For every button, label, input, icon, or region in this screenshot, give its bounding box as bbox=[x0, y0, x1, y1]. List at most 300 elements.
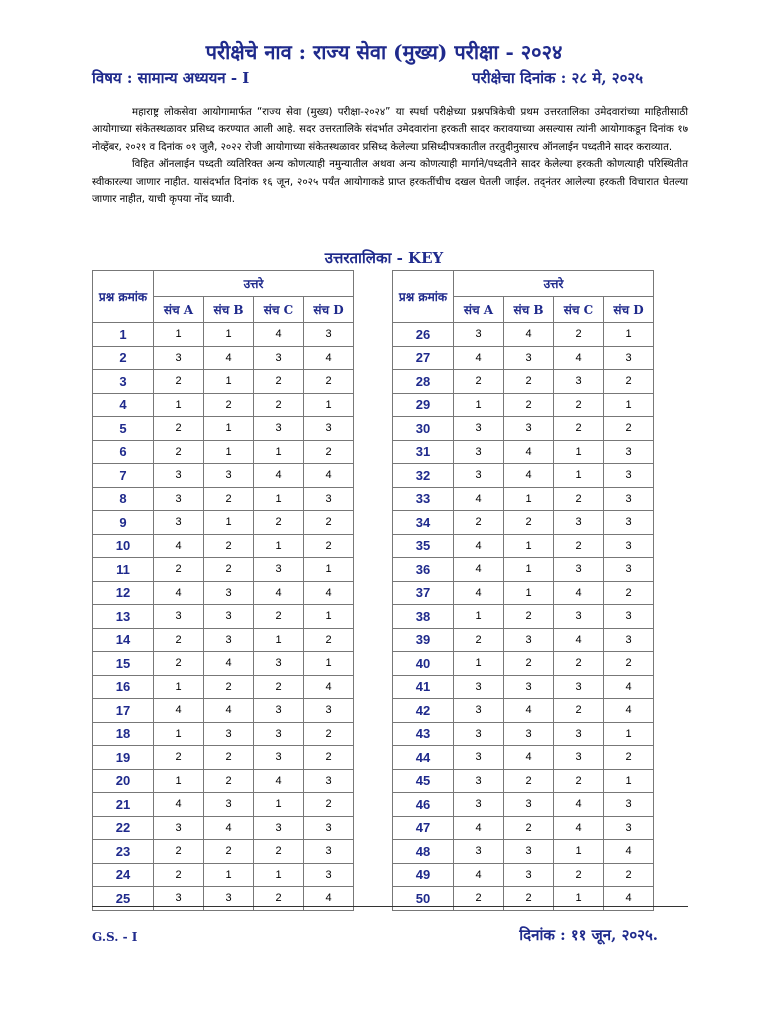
answer-cell: 2 bbox=[204, 746, 254, 770]
answer-cell: 1 bbox=[154, 722, 204, 746]
answer-cell: 2 bbox=[254, 675, 304, 699]
answer-cell: 2 bbox=[604, 746, 654, 770]
table-row bbox=[93, 346, 354, 370]
answer-cell: 4 bbox=[454, 346, 504, 370]
answer-cell: 2 bbox=[154, 558, 204, 582]
answer-cell: 3 bbox=[604, 605, 654, 629]
answer-cell: 1 bbox=[154, 769, 204, 793]
answer-cell: 2 bbox=[504, 605, 554, 629]
question-number: 29 bbox=[393, 393, 454, 417]
answer-cell: 2 bbox=[254, 605, 304, 629]
question-number: 24 bbox=[93, 863, 154, 887]
answer-cell: 3 bbox=[504, 840, 554, 864]
table-row bbox=[93, 863, 354, 887]
answer-table-right bbox=[392, 270, 654, 911]
table-row bbox=[93, 769, 354, 793]
answer-cell: 3 bbox=[504, 675, 554, 699]
answer-cell: 1 bbox=[254, 793, 304, 817]
table-row bbox=[93, 511, 354, 535]
answer-cell: 3 bbox=[604, 628, 654, 652]
answer-cell: 2 bbox=[304, 370, 354, 394]
question-number: 25 bbox=[93, 887, 154, 911]
answer-cell: 1 bbox=[304, 393, 354, 417]
table-row bbox=[393, 440, 654, 464]
answer-cell: 4 bbox=[254, 581, 304, 605]
answer-cell: 3 bbox=[604, 558, 654, 582]
answer-cell: 4 bbox=[154, 699, 204, 723]
question-number: 16 bbox=[93, 675, 154, 699]
answer-cell: 4 bbox=[604, 887, 654, 911]
answer-cell: 2 bbox=[504, 511, 554, 535]
answer-cell: 2 bbox=[554, 393, 604, 417]
answer-cell: 1 bbox=[204, 370, 254, 394]
set-header: संच D bbox=[604, 297, 654, 323]
answer-cell: 2 bbox=[604, 370, 654, 394]
answer-cell: 4 bbox=[504, 746, 554, 770]
answer-cell: 4 bbox=[304, 887, 354, 911]
answer-cell: 1 bbox=[304, 605, 354, 629]
answer-cell: 3 bbox=[604, 793, 654, 817]
answer-cell: 4 bbox=[504, 440, 554, 464]
answer-cell: 2 bbox=[204, 487, 254, 511]
answer-cell: 1 bbox=[554, 464, 604, 488]
answer-cell: 2 bbox=[204, 534, 254, 558]
answer-cell: 3 bbox=[154, 511, 204, 535]
answer-cell: 4 bbox=[304, 464, 354, 488]
answer-cell: 1 bbox=[504, 487, 554, 511]
table-row bbox=[393, 793, 654, 817]
answer-cell: 2 bbox=[454, 370, 504, 394]
answer-cell: 2 bbox=[154, 628, 204, 652]
answer-cell: 3 bbox=[204, 581, 254, 605]
question-number: 19 bbox=[93, 746, 154, 770]
question-number: 44 bbox=[393, 746, 454, 770]
answer-cell: 2 bbox=[504, 393, 554, 417]
answer-cell: 3 bbox=[154, 816, 204, 840]
question-number: 26 bbox=[393, 323, 454, 347]
answer-cell: 3 bbox=[154, 887, 204, 911]
answer-cell: 2 bbox=[504, 816, 554, 840]
set-header: संच B bbox=[204, 297, 254, 323]
answer-cell: 1 bbox=[254, 487, 304, 511]
question-number: 35 bbox=[393, 534, 454, 558]
answer-cell: 3 bbox=[604, 346, 654, 370]
table-row bbox=[393, 370, 654, 394]
table-row bbox=[393, 464, 654, 488]
question-number: 49 bbox=[393, 863, 454, 887]
answer-cell: 2 bbox=[154, 652, 204, 676]
answer-cell: 3 bbox=[304, 840, 354, 864]
answer-cell: 2 bbox=[204, 558, 254, 582]
answer-cell: 2 bbox=[554, 487, 604, 511]
answer-cell: 3 bbox=[304, 863, 354, 887]
question-number: 45 bbox=[393, 769, 454, 793]
answer-cell: 3 bbox=[304, 816, 354, 840]
answer-cell: 3 bbox=[554, 746, 604, 770]
table-row bbox=[393, 558, 654, 582]
question-number: 48 bbox=[393, 840, 454, 864]
answer-cell: 4 bbox=[154, 534, 204, 558]
question-number: 33 bbox=[393, 487, 454, 511]
question-number: 15 bbox=[93, 652, 154, 676]
answer-cell: 4 bbox=[554, 628, 604, 652]
answer-cell: 3 bbox=[554, 722, 604, 746]
table-row bbox=[93, 840, 354, 864]
answer-cell: 4 bbox=[604, 840, 654, 864]
question-number: 46 bbox=[393, 793, 454, 817]
answer-cell: 4 bbox=[454, 558, 504, 582]
answer-cell: 3 bbox=[454, 675, 504, 699]
answer-cell: 1 bbox=[604, 323, 654, 347]
table-row bbox=[93, 487, 354, 511]
answer-cell: 2 bbox=[254, 393, 304, 417]
answer-cell: 3 bbox=[604, 440, 654, 464]
table-row bbox=[393, 628, 654, 652]
answer-cell: 3 bbox=[254, 746, 304, 770]
table-row bbox=[93, 534, 354, 558]
answer-cell: 1 bbox=[254, 863, 304, 887]
answer-cell: 2 bbox=[254, 887, 304, 911]
question-number: 41 bbox=[393, 675, 454, 699]
table-row bbox=[393, 699, 654, 723]
notice-paragraph-2: विहित ऑनलाईन पध्दती व्यतिरिक्त अन्य कोणत्याही नमुन्यातील अथवा अन्य कोणत्याही मार्गाने/पध्दतीने सादर केलेल्या हरकती कोणत्याही परिस्थितीत स्वीकारल्या जाणार नाहीत. यासंदर्भात दिनांक १६ जून, २०२५ पर्यंत आयोगाकडे प्राप्त हरकतींचीच दखल घेतली जाईल. तद्नंतर आलेल्या हरकती विचारात घेतल्या जाणार नाहीत, याची कृपया नोंद घ्यावी. bbox=[92, 159, 688, 206]
answer-cell: 3 bbox=[254, 652, 304, 676]
answer-cell: 1 bbox=[554, 840, 604, 864]
answer-cell: 3 bbox=[204, 628, 254, 652]
qno-header: प्रश्न क्रमांक bbox=[393, 271, 454, 323]
answer-cell: 2 bbox=[304, 793, 354, 817]
set-header: संच A bbox=[154, 297, 204, 323]
question-number: 22 bbox=[93, 816, 154, 840]
answer-cell: 3 bbox=[304, 699, 354, 723]
answer-cell: 3 bbox=[604, 487, 654, 511]
answer-cell: 1 bbox=[454, 652, 504, 676]
table-row bbox=[393, 769, 654, 793]
answer-cell: 3 bbox=[454, 722, 504, 746]
answer-cell: 3 bbox=[554, 675, 604, 699]
question-number: 34 bbox=[393, 511, 454, 535]
answer-cell: 4 bbox=[204, 699, 254, 723]
answer-cell: 3 bbox=[154, 487, 204, 511]
answers-header: उत्तरे bbox=[454, 271, 654, 297]
question-number: 4 bbox=[93, 393, 154, 417]
answer-cell: 1 bbox=[604, 722, 654, 746]
answer-cell: 2 bbox=[204, 393, 254, 417]
table-row bbox=[93, 464, 354, 488]
answer-cell: 2 bbox=[204, 840, 254, 864]
answer-cell: 3 bbox=[154, 346, 204, 370]
answer-cell: 3 bbox=[504, 793, 554, 817]
answer-cell: 3 bbox=[454, 769, 504, 793]
answer-cell: 2 bbox=[554, 417, 604, 441]
answer-cell: 1 bbox=[154, 323, 204, 347]
answer-cell: 3 bbox=[454, 464, 504, 488]
question-number: 18 bbox=[93, 722, 154, 746]
answer-cell: 2 bbox=[304, 722, 354, 746]
answer-cell: 4 bbox=[204, 652, 254, 676]
answer-cell: 4 bbox=[254, 769, 304, 793]
answer-cell: 1 bbox=[254, 440, 304, 464]
answer-cell: 3 bbox=[204, 793, 254, 817]
table-row bbox=[393, 746, 654, 770]
answer-cell: 2 bbox=[504, 887, 554, 911]
question-number: 43 bbox=[393, 722, 454, 746]
answer-cell: 1 bbox=[554, 440, 604, 464]
answer-cell: 4 bbox=[254, 464, 304, 488]
table-row bbox=[393, 863, 654, 887]
answer-cell: 1 bbox=[504, 534, 554, 558]
answer-cell: 4 bbox=[254, 323, 304, 347]
answer-cell: 2 bbox=[304, 746, 354, 770]
answer-cell: 3 bbox=[504, 722, 554, 746]
answer-cell: 2 bbox=[154, 863, 204, 887]
answer-cell: 3 bbox=[554, 370, 604, 394]
answer-cell: 2 bbox=[554, 534, 604, 558]
set-header: संच D bbox=[304, 297, 354, 323]
answer-cell: 1 bbox=[154, 675, 204, 699]
answer-cell: 2 bbox=[154, 440, 204, 464]
answer-cell: 1 bbox=[504, 558, 554, 582]
question-number: 13 bbox=[93, 605, 154, 629]
question-number: 1 bbox=[93, 323, 154, 347]
question-number: 7 bbox=[93, 464, 154, 488]
set-header: संच B bbox=[504, 297, 554, 323]
answer-cell: 2 bbox=[154, 746, 204, 770]
answer-cell: 3 bbox=[604, 816, 654, 840]
answer-cell: 3 bbox=[304, 769, 354, 793]
answer-cell: 3 bbox=[604, 464, 654, 488]
answer-cell: 2 bbox=[254, 840, 304, 864]
table-row bbox=[93, 746, 354, 770]
answer-cell: 3 bbox=[204, 722, 254, 746]
answer-cell: 3 bbox=[204, 605, 254, 629]
answer-cell: 2 bbox=[154, 370, 204, 394]
table-row bbox=[93, 605, 354, 629]
answer-cell: 3 bbox=[254, 722, 304, 746]
table-row bbox=[93, 699, 354, 723]
table-row bbox=[393, 417, 654, 441]
table-row bbox=[393, 346, 654, 370]
question-number: 42 bbox=[393, 699, 454, 723]
answer-cell: 4 bbox=[304, 346, 354, 370]
question-number: 37 bbox=[393, 581, 454, 605]
answer-cell: 3 bbox=[454, 699, 504, 723]
table-row bbox=[93, 722, 354, 746]
question-number: 12 bbox=[93, 581, 154, 605]
table-row bbox=[93, 323, 354, 347]
answer-cell: 4 bbox=[604, 675, 654, 699]
answer-cell: 3 bbox=[204, 887, 254, 911]
paper-code: G.S. - I bbox=[92, 930, 138, 944]
answer-cell: 4 bbox=[504, 464, 554, 488]
answer-table-left bbox=[92, 270, 354, 911]
answer-cell: 2 bbox=[304, 440, 354, 464]
answer-cell: 3 bbox=[304, 417, 354, 441]
answer-cell: 1 bbox=[204, 417, 254, 441]
answer-cell: 4 bbox=[554, 793, 604, 817]
answer-cell: 4 bbox=[454, 816, 504, 840]
answer-cell: 4 bbox=[454, 534, 504, 558]
table-row bbox=[93, 558, 354, 582]
question-number: 20 bbox=[93, 769, 154, 793]
answer-cell: 4 bbox=[304, 675, 354, 699]
answer-cell: 2 bbox=[554, 699, 604, 723]
table-row bbox=[393, 816, 654, 840]
answer-cell: 4 bbox=[554, 581, 604, 605]
answer-cell: 3 bbox=[454, 746, 504, 770]
answer-cell: 3 bbox=[454, 840, 504, 864]
answer-cell: 4 bbox=[454, 863, 504, 887]
answer-cell: 3 bbox=[604, 534, 654, 558]
answer-cell: 4 bbox=[554, 816, 604, 840]
table-row bbox=[93, 393, 354, 417]
answer-cell: 3 bbox=[454, 793, 504, 817]
answer-cell: 2 bbox=[204, 769, 254, 793]
set-header: संच C bbox=[254, 297, 304, 323]
table-row bbox=[393, 840, 654, 864]
answer-cell: 2 bbox=[504, 652, 554, 676]
question-number: 31 bbox=[393, 440, 454, 464]
answer-cell: 4 bbox=[504, 699, 554, 723]
answer-cell: 1 bbox=[304, 558, 354, 582]
table-row bbox=[93, 440, 354, 464]
question-number: 36 bbox=[393, 558, 454, 582]
question-number: 39 bbox=[393, 628, 454, 652]
answer-cell: 3 bbox=[454, 417, 504, 441]
answer-cell: 3 bbox=[554, 511, 604, 535]
question-number: 27 bbox=[393, 346, 454, 370]
table-row bbox=[93, 628, 354, 652]
question-number: 50 bbox=[393, 887, 454, 911]
answer-cell: 1 bbox=[204, 511, 254, 535]
answer-cell: 2 bbox=[504, 769, 554, 793]
answer-cell: 4 bbox=[154, 581, 204, 605]
answer-cell: 4 bbox=[454, 581, 504, 605]
answer-cell: 2 bbox=[154, 417, 204, 441]
answer-cell: 3 bbox=[254, 816, 304, 840]
answer-cell: 2 bbox=[604, 652, 654, 676]
question-number: 30 bbox=[393, 417, 454, 441]
question-number: 5 bbox=[93, 417, 154, 441]
answer-cell: 3 bbox=[254, 558, 304, 582]
table-row bbox=[393, 675, 654, 699]
answer-cell: 1 bbox=[304, 652, 354, 676]
answer-cell: 3 bbox=[254, 417, 304, 441]
question-number: 9 bbox=[93, 511, 154, 535]
question-number: 6 bbox=[93, 440, 154, 464]
exam-date: परीक्षेचा दिनांक : २८ मे, २०२५ bbox=[472, 69, 643, 87]
question-number: 11 bbox=[93, 558, 154, 582]
answer-cell: 2 bbox=[304, 628, 354, 652]
table-row bbox=[393, 393, 654, 417]
table-row bbox=[393, 722, 654, 746]
answer-cell: 1 bbox=[204, 440, 254, 464]
answer-cell: 2 bbox=[304, 511, 354, 535]
answer-cell: 1 bbox=[504, 581, 554, 605]
table-row bbox=[93, 816, 354, 840]
answer-cell: 2 bbox=[604, 417, 654, 441]
answer-cell: 3 bbox=[154, 464, 204, 488]
footer-divider bbox=[92, 906, 688, 907]
question-number: 28 bbox=[393, 370, 454, 394]
question-number: 17 bbox=[93, 699, 154, 723]
answer-cell: 2 bbox=[454, 511, 504, 535]
answer-cell: 3 bbox=[504, 346, 554, 370]
answer-cell: 2 bbox=[154, 840, 204, 864]
answer-cell: 3 bbox=[554, 558, 604, 582]
answer-cell: 3 bbox=[504, 417, 554, 441]
question-number: 40 bbox=[393, 652, 454, 676]
answer-cell: 1 bbox=[254, 628, 304, 652]
answer-cell: 3 bbox=[504, 628, 554, 652]
answer-cell: 2 bbox=[604, 581, 654, 605]
answer-cell: 2 bbox=[554, 863, 604, 887]
table-row bbox=[93, 417, 354, 441]
answer-cell: 4 bbox=[454, 487, 504, 511]
notice-text bbox=[92, 104, 688, 208]
answer-cell: 3 bbox=[454, 440, 504, 464]
question-number: 10 bbox=[93, 534, 154, 558]
answer-cell: 2 bbox=[604, 863, 654, 887]
table-row bbox=[93, 652, 354, 676]
answer-cell: 1 bbox=[154, 393, 204, 417]
exam-title: परीक्षेचे नाव : राज्य सेवा (मुख्य) परीक्षा - २०२४ bbox=[205, 40, 563, 64]
answer-cell: 3 bbox=[604, 511, 654, 535]
answer-cell: 1 bbox=[604, 393, 654, 417]
question-number: 3 bbox=[93, 370, 154, 394]
question-number: 14 bbox=[93, 628, 154, 652]
answer-cell: 2 bbox=[454, 628, 504, 652]
answer-cell: 4 bbox=[304, 581, 354, 605]
table-row bbox=[93, 675, 354, 699]
answer-cell: 1 bbox=[554, 887, 604, 911]
answer-cell: 3 bbox=[254, 346, 304, 370]
answer-cell: 3 bbox=[304, 323, 354, 347]
table-row bbox=[393, 487, 654, 511]
answer-cell: 2 bbox=[554, 652, 604, 676]
answer-cell: 2 bbox=[254, 370, 304, 394]
answer-cell: 3 bbox=[154, 605, 204, 629]
table-row bbox=[93, 581, 354, 605]
answer-cell: 1 bbox=[204, 863, 254, 887]
question-number: 23 bbox=[93, 840, 154, 864]
table-row bbox=[93, 793, 354, 817]
answer-cell: 3 bbox=[554, 605, 604, 629]
answer-cell: 4 bbox=[154, 793, 204, 817]
publish-date: दिनांक : ११ जून, २०२५. bbox=[519, 926, 658, 944]
table-row bbox=[393, 605, 654, 629]
question-number: 38 bbox=[393, 605, 454, 629]
table-row bbox=[393, 652, 654, 676]
answers-header: उत्तरे bbox=[154, 271, 354, 297]
answer-cell: 1 bbox=[454, 393, 504, 417]
answer-cell: 4 bbox=[504, 323, 554, 347]
answer-cell: 3 bbox=[254, 699, 304, 723]
answer-cell: 1 bbox=[254, 534, 304, 558]
answer-cell: 3 bbox=[504, 863, 554, 887]
table-row bbox=[93, 370, 354, 394]
answer-cell: 3 bbox=[304, 487, 354, 511]
answer-cell: 1 bbox=[604, 769, 654, 793]
answer-cell: 4 bbox=[204, 346, 254, 370]
answer-cell: 2 bbox=[504, 370, 554, 394]
answer-cell: 2 bbox=[454, 887, 504, 911]
subject-label: विषय : सामान्य अध्ययन - I bbox=[92, 69, 250, 87]
answer-cell: 1 bbox=[204, 323, 254, 347]
answer-cell: 4 bbox=[554, 346, 604, 370]
answer-cell: 4 bbox=[604, 699, 654, 723]
answer-cell: 3 bbox=[454, 323, 504, 347]
